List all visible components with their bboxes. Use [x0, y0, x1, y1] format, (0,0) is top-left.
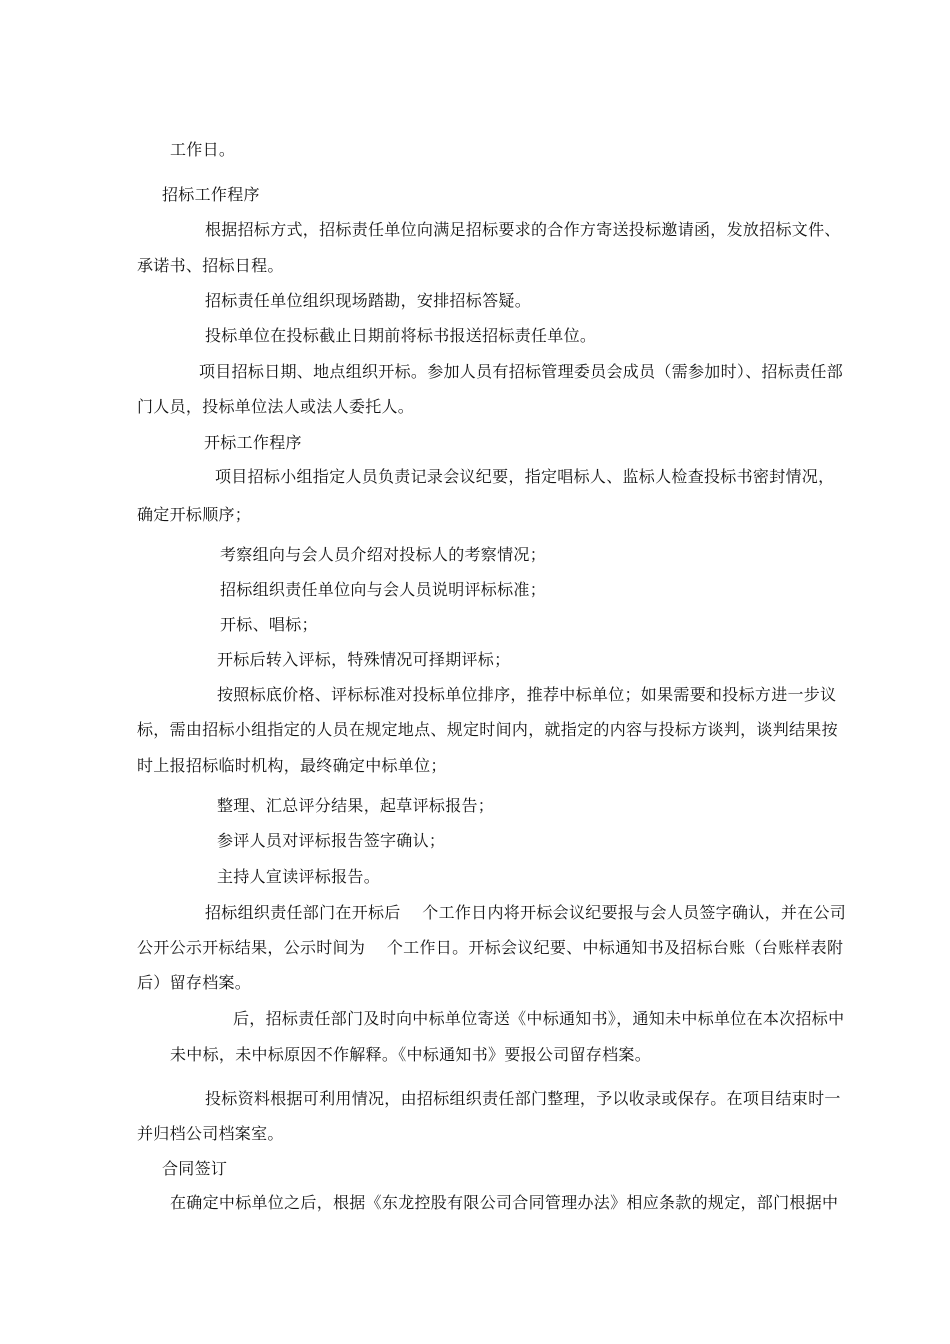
- text-line: 时上报招标临时机构，最终确定中标单位；: [137, 756, 447, 775]
- text-line: 公开公示开标结果，公示时间为 个工作日。开标会议纪要、中标通知书及招标台账（台账样表附: [137, 938, 844, 957]
- text-line: 未中标，未中标原因不作解释。《中标通知书》要报公司留存档案。: [170, 1045, 652, 1064]
- text-line: 项目招标日期、地点组织开标。参加人员有招标管理委员会成员（需参加时）、招标责任部: [199, 362, 844, 381]
- section-heading: 开标工作程序: [204, 433, 302, 452]
- text-line: 后，招标责任部门及时向中标单位寄送《中标通知书》，通知未中标单位在本次招标中: [233, 1009, 845, 1028]
- list-item: 整理、汇总评分结果，起草评标报告；: [217, 796, 495, 815]
- text-line: 投标资料根据可利用情况，由招标组织责任部门整理，予以收录或保存。在项目结束时一: [205, 1089, 841, 1108]
- list-item: 参评人员对评标报告签字确认；: [217, 831, 446, 850]
- text-line: 投标单位在投标截止日期前将标书报送招标责任单位。: [205, 326, 597, 345]
- text-line: 招标组织责任部门在开标后 个工作日内将开标会议纪要报与会人员签字确认，并在公司: [205, 903, 847, 922]
- list-item: 开标、唱标；: [220, 615, 318, 634]
- text-line: 后）留存档案。: [137, 973, 252, 992]
- list-item: 按照标底价格、评标标准对投标单位排序，推荐中标单位；如果需要和投标方进一步议: [217, 685, 837, 704]
- list-item: 招标组织责任单位向与会人员说明评标标准；: [220, 580, 547, 599]
- text-line: 标，需由招标小组指定的人员在规定地点、规定时间内，就指定的内容与投标方谈判，谈判结果按: [137, 720, 838, 739]
- text-line: 项目招标小组指定人员负责记录会议纪要，指定唱标人、监标人检查投标书密封情况，: [215, 467, 835, 486]
- text-line: 承诺书、招标日程。: [137, 256, 284, 275]
- text-line: 根据招标方式，招标责任单位向满足招标要求的合作方寄送投标邀请函，发放招标文件、: [205, 220, 841, 239]
- text-line: 招标责任单位组织现场踏勘，安排招标答疑。: [205, 291, 532, 310]
- list-item: 开标后转入评标，特殊情况可择期评标；: [217, 650, 511, 669]
- section-heading: 招标工作程序: [162, 185, 260, 204]
- text-line: 并归档公司档案室。: [137, 1124, 284, 1143]
- section-heading: 合同签订: [162, 1159, 228, 1178]
- list-item: 主持人宣读评标报告。: [217, 867, 381, 886]
- text-line: 工作日。: [170, 140, 236, 159]
- text-line: 确定开标顺序；: [137, 505, 252, 524]
- text-line: 门人员，投标单位法人或法人委托人。: [137, 397, 415, 416]
- text-line: 在确定中标单位之后，根据《东龙控股有限公司合同管理办法》相应条款的规定，部门根据中: [170, 1193, 839, 1212]
- list-item: 考察组向与会人员介绍对投标人的考察情况；: [220, 545, 547, 564]
